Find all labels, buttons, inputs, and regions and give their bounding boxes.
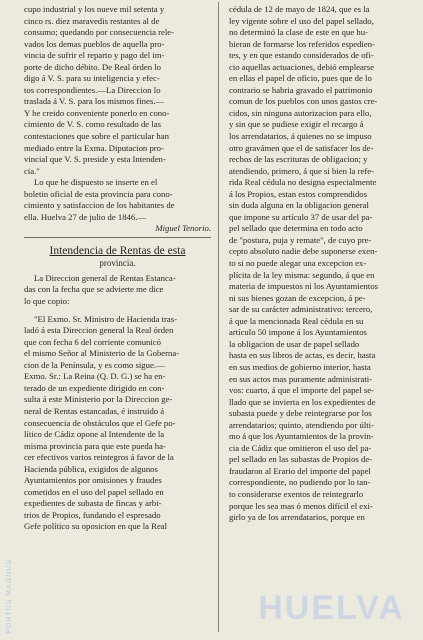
text-line: los arrendatarios, á quienes no se impuso xyxy=(229,131,372,142)
text-line: Ayuntamientos por omisiones y fraudes xyxy=(24,475,162,486)
text-line: otro gravámen que el de satisfacer los de- xyxy=(229,142,374,153)
section-heading: Intendencia de Rentas de esta xyxy=(49,244,186,257)
text-line: vincial que V. S. preside y esta Intenden- xyxy=(24,154,166,165)
text-line: to considerarse exentos de reintegrarlo xyxy=(229,488,364,499)
text-line: lítico de Cádiz opone al Intendente de la xyxy=(24,429,165,440)
text-line: tos correspondientes.—La Direccion lo xyxy=(24,84,161,95)
paragraph-continuation xyxy=(24,4,211,177)
text-line: y sin que se pudiese exigir el recargo á xyxy=(229,119,364,130)
text-line: terado de un expediente dirigido en con- xyxy=(24,382,165,393)
text-line: vados los demas pueblos de aquella pro- xyxy=(24,38,165,49)
section-subheading: provincia. xyxy=(99,257,136,268)
text-line: cimiento y satisfaccion de los habitantes de xyxy=(24,200,175,211)
intro-paragraph xyxy=(24,273,211,308)
text-line: vos: cuarto, á que el importe del papel se- xyxy=(229,385,374,396)
text-line: cer efectivos varios reintegros á favor de la xyxy=(24,452,174,463)
text-line: llado que se invierta en los expedientes de xyxy=(229,396,376,407)
text-line: cio aquellas actuaciones, debió emplearse xyxy=(229,61,374,72)
text-line: Gefe político su oposicion en que la Real xyxy=(24,521,168,532)
text-line: comun de los pueblos con unos gastos cre- xyxy=(229,96,378,107)
text-line: correspondiente, no pudiendo por lo tan- xyxy=(229,477,371,488)
text-line: mo á que los Ayuntamientos de la provin- xyxy=(229,431,374,442)
text-line: cidos, sin ninguna autorizacion para ello, xyxy=(229,107,372,118)
text-line: neral de Rentas estancadas, é instruido á xyxy=(24,405,165,416)
text-line: ley vigente sobre el uso del papel sellado, xyxy=(229,15,374,26)
text-line: en sus actos mas puramente administrati- xyxy=(229,373,373,384)
text-line: de "postura, puja y remate", de cuyo pre- xyxy=(229,234,372,245)
text-line: La Direccion general de Rentas Estanca- xyxy=(34,272,176,283)
text-line: fraudaron al Erario del importe del papel xyxy=(229,465,371,476)
archive-watermark: HUELVA xyxy=(258,589,405,627)
text-line: sulta á este Ministerio por la Direccion ge- xyxy=(24,394,173,405)
text-line: misma provincia para que este pueda ha- xyxy=(24,440,166,451)
text-line: Lo que he dispuesto se inserte en el xyxy=(34,177,158,188)
section-divider xyxy=(24,237,211,238)
archive-side-watermark: PORTUS MAGNUS xyxy=(6,559,13,634)
right-column xyxy=(229,4,415,524)
text-line: no determinó la clase de este en que hu- xyxy=(229,27,368,38)
quoted-order-paragraph xyxy=(24,314,211,533)
column-divider xyxy=(218,2,219,632)
text-line: artículo 50 impone á los Ayuntamientos xyxy=(229,327,367,338)
right-column-text xyxy=(229,4,415,524)
text-line: contestaciones que sobre el particular han xyxy=(24,131,169,142)
text-line: pel sellado que determina en todo acto xyxy=(229,223,363,234)
text-line: ella. Huelva 27 de julio de 1846.— xyxy=(24,211,147,222)
text-line: el mismo Señor al Ministerio de la Goberna- xyxy=(24,348,180,359)
text-line: to si no puede alegar una excepcion ex- xyxy=(229,258,367,269)
text-line: tes, y en que estando considerados de ofi- xyxy=(229,50,374,61)
text-line: "El Exmo. Sr. Ministro de Hacienda tras- xyxy=(34,313,177,324)
text-line: porte de dicho débito. De Real órden lo xyxy=(24,61,162,72)
text-line: pel sellado en las subastas de Propios de- xyxy=(229,454,373,465)
text-line: cion de la Península, y es como sigue.— xyxy=(24,359,165,370)
text-line: cinco rs. diez maravedis restantes al de xyxy=(24,15,160,26)
text-line: cédula de 12 de mayo de 1824, que es la xyxy=(229,4,370,14)
text-line: cia." xyxy=(24,165,40,176)
text-line: das con la fecha que se advierte me dice xyxy=(24,284,164,295)
text-line: traslada á V. S. para los mismos fines.— xyxy=(24,96,165,107)
text-line: rida Real cédula no designa especialmente xyxy=(229,177,377,188)
text-line: expedientes de subasta de fincas y arbi- xyxy=(24,498,162,509)
text-line: lo que copio: xyxy=(24,296,70,307)
text-line: cia de Cádiz que omitieron el uso del pa- xyxy=(229,442,372,453)
text-line: materia de impuestos ni los Ayuntamientos xyxy=(229,281,379,292)
text-line: vincia de sufrir el reparto y pago del im- xyxy=(24,50,165,61)
text-line: á los Propios, estan estos comprendidos xyxy=(229,188,368,199)
text-line: digo á V. S. para su inteligencia y efec- xyxy=(24,73,160,84)
text-line: consumo; quedando por consecuencia rele- xyxy=(24,27,175,38)
text-line: cepto absoluto nadie debe suponerse exen- xyxy=(229,246,378,257)
text-line: cometidos en el uso del papel sellado en xyxy=(24,486,164,497)
text-line: Exmo. Sr.: La Reina (Q. D. G.) se ha en- xyxy=(24,371,166,382)
text-line: arrendatarios; quinto, atendiendo por últi- xyxy=(229,419,374,430)
text-line: cimiento de V. S. como resultado de las xyxy=(24,119,161,130)
text-line: que impone su artículo 37 de usar del pa- xyxy=(229,211,373,222)
text-line: boletin oficial de esta provincia para cono- xyxy=(24,188,173,199)
text-line: porque les sea mas ó menos difícil el exi- xyxy=(229,500,373,511)
margin-marks xyxy=(4,10,16,610)
text-line: plícita de la ley misma: segundo, á que en xyxy=(229,269,375,280)
text-line: la obligacion de usar de papel sellado xyxy=(229,338,360,349)
text-line: en ellas el papel de oficio, pues que de lo xyxy=(229,73,372,84)
text-line: en sus medios de gobierno interior, hasta xyxy=(229,361,371,372)
signature-line xyxy=(24,223,211,235)
text-line: girlo ya de los arrendatarios, porque en xyxy=(229,512,365,523)
text-line: contrario se habria gravado el patrimonio xyxy=(229,84,373,95)
text-line: rechos de las escrituras de obligacion; y xyxy=(229,154,368,165)
publication-notice xyxy=(24,177,211,223)
text-line: mediado entre la Exma. Diputacion pro- xyxy=(24,142,164,153)
text-line: ni sus bienes gozan de excepcion, á pe- xyxy=(229,292,366,303)
text-line: subasta puede y debe reintegrarse por los xyxy=(229,408,372,419)
text-line: consecuencia de obstáculos que el Gefe po- xyxy=(24,417,176,428)
text-line: atendiendo, primero, á que si bien la refe- xyxy=(229,165,374,176)
text-line: bieran de formarse los referidos espedien- xyxy=(229,38,375,49)
text-line: hasta en sus libros de actas, es decir, hasta xyxy=(229,350,376,361)
left-column xyxy=(24,4,211,533)
text-line: que con fecha 6 del corriente comunicó xyxy=(24,336,162,347)
text-line: sar de su carácter administrativo: tercero, xyxy=(229,304,373,315)
text-line: cupo industrial y los nueve mil setenta y xyxy=(24,4,165,14)
text-line: sin duda alguna en la obligacion general xyxy=(229,200,369,211)
text-line: ladó á esta Direccion general la Real órden xyxy=(24,325,174,336)
text-line: trios de Propios, fundando el espresado xyxy=(24,509,161,520)
text-line: Hacienda pública, exigidos de algunos xyxy=(24,463,158,474)
text-line: Y he creido conveniente ponerlo en cono- xyxy=(24,107,170,118)
signature: Miguel Tenorio. xyxy=(155,223,211,234)
text-line: á que la mencionada Real cédula en su xyxy=(229,315,364,326)
